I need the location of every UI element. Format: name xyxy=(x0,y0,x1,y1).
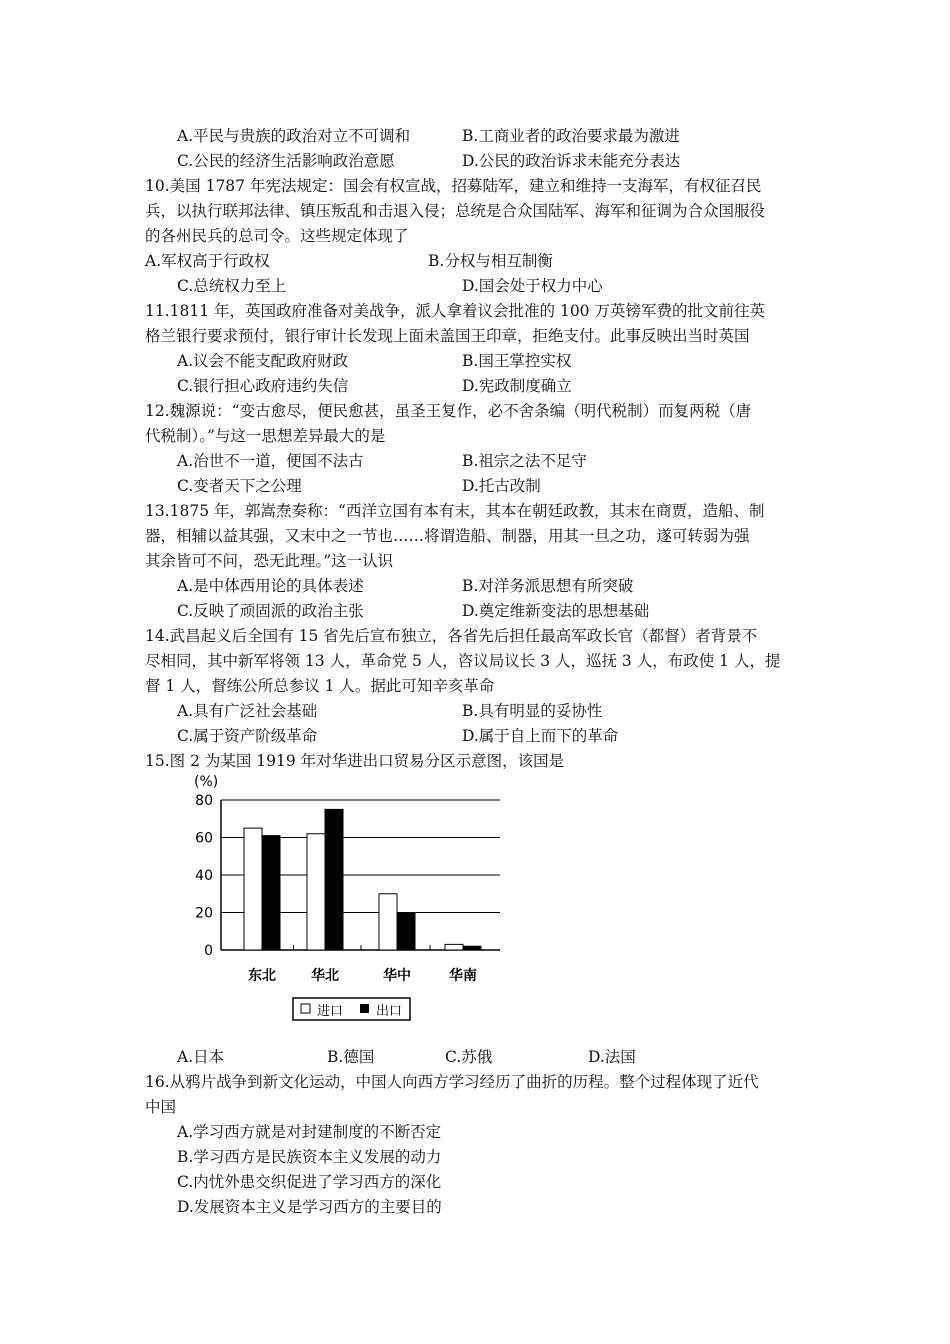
bar-export xyxy=(325,809,343,950)
q16-option-c: C.内忧外患交织促进了学习西方的深化 xyxy=(177,1173,442,1191)
q15-stem-line: 15.图 2 为某国 1919 年对华进出口贸易分区示意图，该国是 xyxy=(145,752,565,770)
legend-label-import: 进口 xyxy=(317,1004,344,1019)
q11-stem-line: 格兰银行要求预付，银行审计长发现上面未盖国王印章，拒绝支付。此事反映出当时英国 xyxy=(145,327,750,345)
q10-stem-line: 10.美国 1787 年宪法规定：国会有权宣战，招募陆军，建立和维持一支海军，有权征召民 xyxy=(145,177,762,195)
q11-option-a: A.议会不能支配政府财政 xyxy=(177,352,349,370)
q16-stem-line: 中国 xyxy=(145,1098,177,1116)
q11-stem-line: 11.1811 年，英国政府准备对美战争，派人拿着议会批准的 100 万英镑军费的批文前往英 xyxy=(145,302,765,320)
bar-import xyxy=(445,944,463,950)
bar-export xyxy=(397,913,415,951)
q14-stem-line: 督 1 人，督练公所总参议 1 人。据此可知辛亥革命 xyxy=(145,677,495,695)
q9-option-d: D.公民的政治诉求未能充分表达 xyxy=(462,152,681,170)
q14-option-a: A.具有广泛社会基础 xyxy=(177,702,318,720)
q16-stem-line: 16.从鸦片战争到新文化运动，中国人向西方学习经历了曲折的历程。整个过程体现了近代 xyxy=(145,1073,759,1091)
q10-stem-line: 兵，以执行联邦法律、镇压叛乱和击退入侵；总统是合众国陆军、海军和征调为合众国服役 xyxy=(145,202,766,220)
bar-import xyxy=(244,828,262,950)
x-category-label: 华中 xyxy=(383,968,411,984)
q15-option-d: D.法国 xyxy=(588,1048,636,1066)
q13-stem-line: 器，相辅以益其强，又末中之一节也……将谓造船、制器，用其一旦之功，遂可转弱为强 xyxy=(145,527,750,545)
chart-legend xyxy=(293,998,410,1020)
q9-option-c: C.公民的经济生活影响政治意愿 xyxy=(177,152,395,170)
y-axis-unit-label: (%) xyxy=(194,774,219,790)
bar-export xyxy=(262,836,280,950)
q10-stem-line: 的各州民兵的总司令。这些规定体现了 xyxy=(145,227,409,245)
q11-option-d: D.宪政制度确立 xyxy=(462,377,572,395)
q16-option-a: A.学习西方就是对封建制度的不断否定 xyxy=(177,1123,442,1141)
legend-label-export: 出口 xyxy=(376,1004,403,1019)
q14-option-c: C.属于资产阶级革命 xyxy=(177,727,318,745)
y-tick-label: 40 xyxy=(195,868,213,884)
q12-stem-line: 12.魏源说：“变古愈尽，便民愈甚，虽圣王复作，必不舍条编（明代税制）而复两税（唐 xyxy=(145,402,752,420)
y-tick-label: 80 xyxy=(195,793,213,809)
legend-swatch-export xyxy=(360,1004,369,1013)
q13-option-c: C.反映了顽固派的政治主张 xyxy=(177,602,364,620)
q14-stem-line: 14.武昌起义后全国有 15 省先后宣布独立，各省先后担任最高军政长官（都督）者背景不 xyxy=(145,627,758,645)
bar-import xyxy=(307,834,325,950)
q11-option-b: B.国王掌控实权 xyxy=(462,352,572,370)
y-tick-label: 0 xyxy=(204,943,213,959)
q13-option-b: B.对洋务派思想有所突破 xyxy=(462,577,634,595)
bar-import xyxy=(379,894,397,950)
q10-option-c: C.总统权力至上 xyxy=(177,277,287,295)
x-category-label: 东北 xyxy=(248,968,276,984)
q16-option-b: B.学习西方是民族资本主义发展的动力 xyxy=(177,1148,442,1166)
trade-bar-chart xyxy=(180,770,510,1030)
bar-export xyxy=(463,946,481,950)
q10-option-a: A.军权高于行政权 xyxy=(145,252,270,270)
x-category-label: 华南 xyxy=(449,968,477,984)
q14-option-d: D.属于自上而下的革命 xyxy=(462,727,619,745)
q13-stem-line: 其余皆可不问，恐无此理。”这一认识 xyxy=(145,552,394,570)
q12-option-d: D.托古改制 xyxy=(462,477,541,495)
q9-option-b: B.工商业者的政治要求最为激进 xyxy=(462,127,680,145)
q15-option-c: C.苏俄 xyxy=(445,1048,493,1066)
q13-stem-line: 13.1875 年，郭嵩焘奏称：“西洋立国有本有末，其本在朝廷政教，其末在商贾，造船、制 xyxy=(145,502,765,520)
q15-option-b: B.德国 xyxy=(327,1048,375,1066)
q15-option-a: A.日本 xyxy=(177,1048,225,1066)
y-tick-label: 20 xyxy=(195,905,213,922)
q9-option-a: A.平民与贵族的政治对立不可调和 xyxy=(177,127,411,145)
legend-swatch-import xyxy=(301,1004,310,1013)
q12-stem-line: 代税制）。”与这一思想差异最大的是 xyxy=(145,427,386,445)
q14-stem-line: 尽相同，其中新军将领 13 人，革命党 5 人，咨议局议长 3 人，巡抚 3 人，布政使 1 人，提 xyxy=(145,652,781,670)
q12-option-c: C.变者天下之公理 xyxy=(177,477,302,495)
q14-option-b: B.具有明显的妥协性 xyxy=(462,702,603,720)
y-tick-label: 60 xyxy=(195,830,213,847)
q10-option-d: D.国会处于权力中心 xyxy=(462,277,603,295)
x-category-label: 华北 xyxy=(311,968,339,984)
q13-option-a: A.是中体西用论的具体表述 xyxy=(177,577,364,595)
q16-option-d: D.发展资本主义是学习西方的主要目的 xyxy=(177,1198,442,1216)
q13-option-d: D.奠定维新变法的思想基础 xyxy=(462,602,650,620)
q12-option-b: B.祖宗之法不足守 xyxy=(462,452,587,470)
q12-option-a: A.治世不一道，便国不法古 xyxy=(177,452,364,470)
q10-option-b: B.分权与相互制衡 xyxy=(428,252,553,270)
q11-option-c: C.银行担心政府违约失信 xyxy=(177,377,349,395)
